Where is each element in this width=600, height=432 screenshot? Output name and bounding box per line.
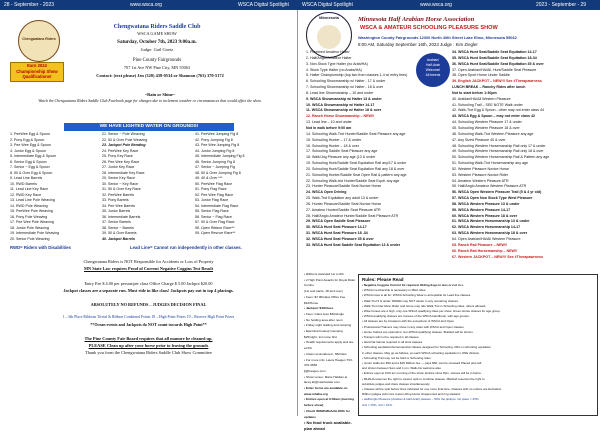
list-item: 22. Schooling Walk-trot Hunter/Saddle Seat Equit. any age: [306, 178, 400, 183]
list-item: 13. Lead line – 10 and under: [306, 120, 352, 125]
list-item: 37. Open Arabian/HA/All, Hunt/Saddle Seat Pleasure: [452, 67, 537, 72]
show-date: Saturday, October 7th, 2023 9:00a.m.: [117, 40, 197, 45]
list-item: 21. Senior ~ Pole Weaving: [102, 132, 145, 136]
list-item: 60. WSCA Western Pleasure 18 & over: [452, 213, 518, 218]
list-item: 45. Intermediate Jumping Fig 8: [195, 154, 245, 158]
list-item: 52. Pee Wee Flag Race: [195, 192, 234, 197]
high-point-note: **Ocean events and Jackpots do NOT count towards High Point**: [90, 322, 207, 327]
list-item: 9. WSCA Showmanship w/ Halter 13 & under: [306, 96, 382, 101]
list-item: 18. Junior Pole Weaving: [10, 225, 49, 230]
list-item: 51. Pony Flag Race: [195, 187, 227, 191]
list-item: 47. Senior ~ Jumping Fig: [195, 165, 236, 169]
show-judge: Judge: Gail Goetz: [140, 47, 174, 52]
points-note: 1 – 6th Place Ribbons Trivial & Ribbon Combined Points 18 – High Point Prizes 19 – Reserve High Point Prizes: [62, 315, 235, 319]
left-page: [0, 10, 298, 416]
list-item: 29. WSCA Open Saddle Seat Pleasure: [306, 219, 371, 224]
top-bar: [0, 0, 600, 10]
list-item: 42. Pony Jumping Fig 8: [195, 137, 233, 142]
list-item: 59. Open Rescue Race**: [195, 231, 236, 235]
list-item: 2. Half/Anglo Amateur Halter: [306, 55, 352, 60]
list-item: 28. Intermediate Key Race: [102, 170, 145, 175]
list-item: 3. Pee Wee Egg & Spoon: [10, 143, 51, 147]
list-item: 56. WSCA Open Western Pleasure Trail (5 & 4 yr old): [452, 190, 542, 195]
list-item: 24. PeeWee Key Race: [102, 148, 139, 153]
rules-list: • Negative Coggins Current for required. Riding dogs in less or not in s. • WSCA membership is necessary in MHA rides. • WSCA rules is all for: WSCA Schooling Wear is acceptable for Lead line classes. • Walk-Trot 5 & under: RIDER may NOT canter in any remaining classes. • Walk-Trot rider Rule: Rider and horse may ride Walk-Trot in Schooling class, others allowed. • Wise horses are a high, only one WSCA qualifying class per show. Green Horse classes for age group. • WSCA qualifying classes are Canoes of the WSCA Handbook, with age groups. • All classes are by Amateurs with the exceptions of WSCA and Open • Professional Trainers may show in any class with WSCA and Open classes. • Horse clothes are optional in non-WSCA qualifying classes. Braided will be shown. • Trainers will not be required in all classes. • Hard hat helmet required in all Hunt classes. • Schooling equitation/horsemanship classes designed for Schooling. Ribs in schooling equitation in other classes. May go as follows, an each WSCA schooling equitation in ONE division. • Schooling Trail may not be held or Schooling rides. • Junior stalls are $30 and a $15 Ribbon fee — pays $60; can be renewed Placed plus left and shown between 9am and 1 pm. Walk-Ins welcome also. • Entries open at 9:00 am morning of the show. Entries close 8pm. Horses will be in barns. • MHAHA reserves the right to cancel, split or combine classes. MHAHA reserves the right to substitute judges and class classes simultaneously. • Classes will be split before lines indicated for one more final time. Classes with no entries are Excluded. Ribbon judges pull more reason Ring Horse chaperoned and ring steward. • Half/Anglo Pleasure (Arabian & Half-Arab) classes – 50% the jackpot. 1st place = 25%, 2nd = 15%, 3rd = 10%.: [362, 283, 502, 407]
list-item: 19. Schooling Hunt/Saddle Seat Equitation Rail any/17 & under: [306, 161, 407, 166]
list-item: 39. 50 & Over Barrels: [102, 231, 137, 235]
list-item: 11. Lead Line Key Race: [10, 187, 49, 191]
list-item: 25. Pony Key Race: [102, 154, 133, 158]
manure-note: The Pine County Fair Board requires that all manure be cleaned up.: [84, 336, 213, 341]
list-item: 5. Intermediate Egg & Spoon: [10, 154, 57, 158]
list-item: 17. Pee Wee Pole Weaving: [10, 220, 54, 224]
list-item: 23. Jackpot Pole Bending: [102, 143, 146, 147]
facebook-note: Watch the Chengwatana Riders Saddle Club Facebook page for changes due to inclement weather or circumstances that would affect the show.: [38, 99, 262, 103]
list-item: 7. Senior ~ Egg & Spoon: [10, 165, 50, 169]
list-item: 5. Halter Championship (top two from classes 1-4 w/ entry fees): [306, 73, 408, 78]
list-item: 33. WSCA Hunt Seat Saddle Seat Equitation 13 & under: [306, 242, 401, 247]
contact-info: Contact: (text please) Jen (320) 438-0534 or Shannon (763) 370-5172: [96, 73, 224, 78]
list-item: 6. Senior Egg & Spoon: [10, 159, 47, 164]
list-item: 15. Schooling Hunter – 17 & under: [306, 137, 362, 142]
cleanup-note: PLEASE Clean up after your horse prior to leaving the grounds: [88, 343, 209, 348]
list-item: 46. Schooling Walk-Trot Western Pleasure any age: [452, 131, 534, 136]
list-item: 26. Hunter Pleasure/Saddle Seat Novice Horse: [306, 201, 382, 206]
list-item: 16. Schooling Hunter – 18 & over: [306, 143, 359, 148]
list-item: LUNCH BREAK – Ranchy Rides after lunch: [452, 85, 526, 90]
list-item: 49. Schooling Western Horsemanship Rail only 18 & over: [452, 149, 544, 154]
class-list-col-3: [195, 132, 283, 237]
list-item: 27. Amateur Hunter/Saddle Seat Pleasure ATR: [306, 207, 381, 212]
list-item: 59. WSCA Western Pleasure 14-17: [452, 207, 511, 212]
list-item: 58. WSCA Western Pleasure 13 & under: [452, 201, 520, 206]
list-item: 21. Schooling Hunter/Saddle Seat Open Rail & pattern any age: [306, 172, 407, 177]
list-item: 43. Pee Wee Jumping Fig 8: [195, 143, 240, 147]
mhaha-logo: Minnesota: [306, 12, 352, 58]
list-item: 50. Schooling Western Horsemanship Rail & Pattern any age: [452, 155, 550, 160]
list-item: 17. Schooling Saddle Seat Pleasure any age: [306, 149, 378, 154]
list-item: 30. Senior ~ Key Race: [102, 181, 139, 186]
list-item: 14. Schooling Walk-Trot Hunter/Saddle Seat Pleasure any age: [306, 131, 406, 136]
left-page-date: 28 - September - 2023: [4, 2, 55, 8]
list-item: 7. Schooling Showmanship w/ Halter - 18 & over: [306, 85, 384, 90]
right-page: [300, 10, 600, 431]
list-item: 24. WSCA Open Driving: [306, 190, 347, 195]
list-item: 39. English JACKPOT – NEW!!! See #Therapawrness: [452, 79, 542, 84]
water-banner: WE HAVE LIGHTED WATER ON GROUNDS!: [64, 123, 234, 131]
right-site-link[interactable]: www.wsca.org: [420, 2, 452, 8]
list-item: 48. Schooling Western Horsemanship Rail only 17 & under: [452, 143, 546, 148]
list-item: 8. 50 & Over Egg & Spoon: [10, 170, 53, 175]
list-item: 4. Junior Egg & Spoon: [10, 148, 46, 153]
list-item: 32. WSCA Hunt Seat Pleasure 35 & over: [306, 237, 374, 241]
list-item: 51. Schooling Walk-Trot Horsemanship any age: [452, 161, 529, 166]
list-item: 57. WSCA Open Non Stock Type West Pleasure: [452, 196, 533, 201]
list-item: 23. Hunter Pleasure/Saddle Seat Novice Horse: [306, 184, 382, 189]
class-list-col-1: [10, 132, 98, 242]
breed-badge: Arabian/ Half-Arab Welcome! All breeds: [416, 53, 450, 87]
list-item: 30. WSCA Hunt Seat Pleasure 14-17: [306, 225, 367, 230]
show-location: Pine County Fairgrounds: [132, 58, 182, 63]
list-item: 38. Open Sport Horse Under Saddle: [452, 73, 510, 78]
list-item: 6. Schooling Showmanship w/ Halter - 17 & under: [306, 79, 386, 84]
list-item: 16. Pony Pole Weaving: [10, 214, 48, 219]
list-item: 34. WSCA Hunt Seat/Saddle Seat Equitation 14-17: [452, 50, 537, 54]
list-item: 43. WSCA Egg & Spoon – may not enter class 42: [452, 114, 535, 119]
right-page-date: 2023 - September - 29: [536, 2, 587, 8]
class-list-right-col-1: [306, 50, 452, 249]
list-item: 37. Senior Barrels: [102, 220, 131, 224]
list-item: 31. WSCA Hunt Seat Pleasure 18 -34: [306, 231, 368, 236]
list-item: 56. Senior ~ Flag Race: [195, 214, 232, 219]
list-item: 22. 50 & Over Pole Weaving: [102, 137, 148, 142]
entry-fees: Entry Fee $ 4.00 per person/per class Office Charge $ 5.00 Jackpot $20.00: [84, 281, 213, 286]
list-item: 26. Pee Wee Key Race: [102, 159, 140, 164]
list-item: 52. Western Pleasure Novice Horse: [452, 166, 510, 171]
list-item: 35. WSCA Hunt Seat/Saddle Seat Equitation 18-34: [452, 55, 537, 60]
class-list-right-col-2: [452, 50, 598, 260]
list-item: Not in walk before 9:00 am: [306, 125, 352, 130]
info-list: • Ribbons Awarded 1st to 6th • 2 High Point Awards for Royal Rider Combo (1st and pants, 18 and over) • Fees: $7.00/class Office Fee $10/Horse • Jackpot: $40/class • Fees: Class fees $40/single • No holding area after noon • Friday night stalling and camping • Electrical hookup Camping $25/night, 1st come first • Health requirements apply and are at 6% • Class reconsidered - $5/class • For more info: Laura Haugen 763-370-4658 lj@haugen.com • Show venue: Marie Haldian at lacey.kit@miartsstate.com • Enter forms are available on www.mhaha.org • Entries open at 9:00am (morning before show) • Check WWW.MHAHA.ORG for updates • No food truck available-plan ahead: [304, 272, 356, 431]
no-refunds: ABSOLUTELY NO REFUNDS – JUDGES DECISION FINAL: [90, 302, 207, 307]
list-item: 35. Junior Barrels: [102, 209, 131, 213]
class-list-col-2: [102, 132, 190, 242]
list-item: 48. 50 & Over Jumping Fig 8: [195, 170, 241, 175]
list-item: 65. Ranch Rail Pleasure – NEW!!: [452, 242, 508, 247]
saddle-club-logo: Chengwatana Riders: [18, 20, 60, 62]
list-item: 8. Lead line Showmanship – 10 and under: [306, 90, 374, 95]
list-item: 38. Senior ~ Barrels: [102, 225, 134, 230]
liability-note: Chengwatana Riders is NOT Responsible for Accidents or Loss of Property: [83, 259, 214, 264]
list-item: 4. Stock Type Halter (no Arabs/HA): [306, 67, 362, 72]
list-item: 20. Schooling Hunt/Saddle Seat Equitation Rail any 18 & over: [306, 166, 405, 171]
list-item: 1. PeeWee Egg & Spoon: [10, 132, 50, 136]
rules-title: Rules: Please Read: [362, 277, 404, 282]
thanks-note: Thank you from the Chengwatana Riders Saddle Club Show Committee: [85, 350, 212, 355]
left-publication: WSCA Digital Spotlight: [238, 2, 289, 8]
list-item: 41. PeeWee Jumping Fig 8: [195, 132, 239, 136]
list-item: 19. Intermediate Pole Weaving: [10, 231, 60, 235]
list-item: 50. PeeWee Flag Race: [195, 181, 233, 186]
list-item: 46. Senior Jumping Fig 8: [195, 159, 235, 164]
list-item: 55. Senior Flag Race: [195, 209, 229, 213]
list-item: 53. Western Pleasure Novice Rider: [452, 172, 509, 177]
list-item: 2. Pony Egg & Spoon: [10, 137, 45, 142]
list-item: 14. RWD Pole Weaving: [10, 203, 48, 208]
list-item: 45. Schooling Western Pleasure 18 & over: [452, 125, 520, 130]
list-item: 67. Western JACKPOT – NEW!!! See #Therapawrness: [452, 254, 544, 259]
championship-badge: Earn 2024 Championship Show Qualifications!: [10, 62, 64, 82]
list-item: 36. WSCA Hunt Seat/Saddle Seat Equitation 35 & over: [452, 61, 544, 66]
list-item: 58. Open Ribbon Race**: [195, 225, 235, 230]
list-item: 25. Walk-Trot Equitation any adult 13 & under: [306, 196, 379, 201]
list-item: 13. Lead Line Pole Weaving: [10, 198, 55, 202]
list-item: 28. Half/Anglo Amateur Hunter/Saddle Seat Pleasure ATR: [306, 213, 399, 218]
list-item: Not to start before 1:30pm: [452, 90, 497, 95]
list-item: 18. Walk/Jog Pleasure any age (13 & under: [306, 155, 376, 160]
venue: Washington County Fairgrounds 12300 North 40th Street Lake Elmo, Minnesota 55042: [358, 35, 517, 40]
jackpot-note: Jackpot classes are a separate run. Must ride in like class! Jackpots pay out in top 4 placings.: [63, 288, 234, 293]
list-item: 44. Schooling Western Pleasure 17 & under: [452, 120, 522, 125]
list-item: 32. PeeWee Barrels: [102, 192, 135, 197]
list-item: 64. Open Arabian/HA/All Western Pleasure: [452, 237, 521, 241]
horse-icon: [317, 25, 341, 49]
list-item: 3. Non-Stock Type Halter (no Arab/HA): [306, 61, 368, 66]
list-item: 10. WSCA Showmanship w/ Halter 14-17: [306, 102, 375, 107]
list-item: 36. Intermediate Barrels: [102, 214, 141, 219]
list-item: 20. Senior Pole Weaving: [10, 236, 50, 241]
list-item: 34. Pee Wee Barrels: [102, 203, 136, 208]
list-item: 66. Ranch Rail Horsemanship – NEW!!: [452, 248, 518, 253]
list-item: 57. 50 & Over Flag Race: [195, 220, 235, 224]
list-item: 41. Schooling Trail – SEE NOTE Walk under: [452, 102, 523, 107]
show-subtitle: WSCA GAME SHOW: [137, 31, 177, 36]
list-item: 33. Pony Barrels: [102, 198, 129, 202]
list-item: 31. 50 & Over Key Race: [102, 187, 141, 191]
leadline-note: Lead Line= Cannot run independently in other classes.: [130, 245, 242, 250]
list-item: 29. Senior Key Race: [102, 176, 135, 180]
list-item: 44. Junior Jumping Fig 8: [195, 148, 235, 153]
show-date-judge: 8:00 AM, Saturday September 16th, 2023 Judge : Kim Ziegler: [358, 42, 478, 47]
rain-or-shine: ~Rain or Shine~: [144, 92, 176, 97]
list-item: 42. Walk-Trot Egg & Spoon - other may not enter class 44: [452, 108, 545, 113]
list-item: 53. Junior Flag Race: [195, 198, 229, 202]
list-item: 15. PeeWee Pole Weaving: [10, 209, 53, 213]
association-title: Minnesota Half Arabian Horse Association: [358, 16, 475, 23]
list-item: 12. Ranch Horse Showmanship – NEW!!: [306, 114, 375, 119]
list-item: 9. Lead Line Barrels: [10, 176, 43, 180]
list-item: 62. WSCA Western Horsemanship 14-17: [452, 225, 521, 230]
rwd-note: RWD= Riders with Disabilities: [10, 245, 71, 250]
list-item: 54. Intermediate Flag Race: [195, 203, 239, 208]
pleasure-show-title: WSCA & AMATEUR SCHOOLING PLEASURE SHOW: [360, 25, 498, 31]
list-item: 11. WSCA Showmanship w/ Halter 18 & over: [306, 108, 382, 113]
list-item: 61. WSCA Western Horsemanship 13 & under: [452, 219, 530, 224]
right-publication: WSCA Digital Spotlight: [302, 2, 353, 8]
list-item: 27. Junior Key Race: [102, 165, 135, 169]
list-item: 40. Arabian/HA/All Western Pleasure: [452, 96, 511, 101]
list-item: 10. RWD Barrels: [10, 181, 37, 186]
show-title: Chengwatana Riders Saddle Club: [113, 24, 201, 30]
show-address: 707 1st Ave NW Pine City, MN 55063: [123, 65, 191, 70]
list-item: 49. 40 & Over ***: [195, 176, 223, 180]
list-item: 12. RWD Key Race: [10, 192, 42, 197]
list-item: 47. Any Sized Pleasure 40 & over: [452, 137, 506, 142]
rules-box: [358, 274, 598, 416]
list-item: 55. Half/Anglo Amateur Western Pleasure ATR: [452, 184, 527, 189]
list-item: 63. WSCA Western Horsemanship 18 & over: [452, 231, 528, 236]
left-site-link[interactable]: www.wsca.org: [130, 2, 162, 8]
coggins-note: MN State Law requires Proof of Current Negative Coggins Test Result: [83, 266, 214, 271]
list-item: 1. Purebred Amateur Halter: [306, 50, 350, 54]
list-item: 54. Amateur Western Pleasure ATR: [452, 178, 509, 183]
list-item: 40. Jackpot Barrels: [102, 236, 135, 241]
